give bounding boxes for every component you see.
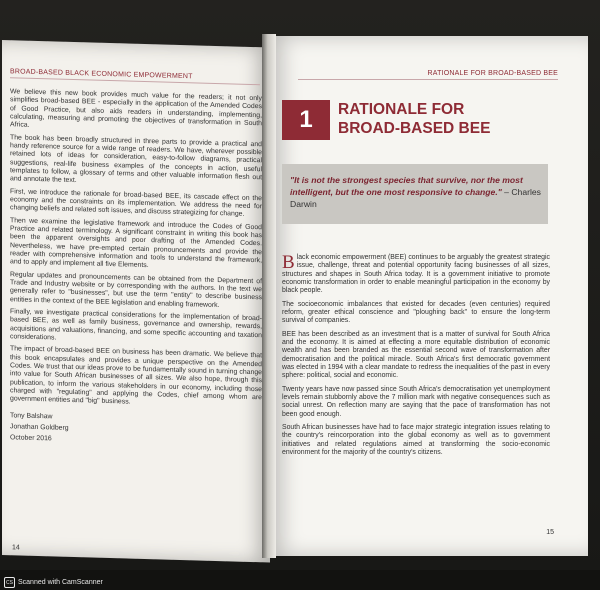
quote-author: – Charles Darwin (290, 187, 541, 209)
paragraph: Then we examine the legislative framework and introduce the Codes of Good Practice and related terminology. A significant constraint in writing this book has been the apparent oversights and poor drafting of the Amended Codes. Nevertheless, we have pre-empted certain pronouncements and provide the reader with comprehensive information and tools to understand the framework, and to apply and implement all five Elements. (10, 216, 262, 270)
left-page-number: 14 (12, 544, 20, 552)
signature-block (10, 410, 262, 450)
paragraph: BEE has been described as an investment that is a matter of survival for South Africa and the economy. It is aimed at effecting a more equitable distribution of economic wealth and has been branded as the essential second wave of transformation after democratisation and the political miracle. South Africa's first democratic government was elected in 1994 with a clear mandate to redress the inequalities of the past in every sphere: political, social and economic. (282, 330, 550, 380)
left-page (2, 40, 270, 562)
right-running-head: RATIONALE FOR BROAD-BASED BEE (298, 70, 558, 80)
book-spine (262, 34, 276, 558)
camscanner-icon: CS (4, 577, 15, 588)
author-name: Tony Balshaw (10, 411, 53, 420)
drop-cap: B (282, 252, 295, 273)
paragraph: Finally, we investigate practical considerations for the implementation of broad-based BEE, as well as family business, governance and ownership, rewards, acquisitions and valuations, financing, and some specific accounting and taxation considerations. (10, 308, 262, 342)
watermark (4, 577, 103, 588)
paragraph-text: lack economic empowerment (BEE) continues to be arguably the greatest strategic issue, challenge, threat and potential opportunity facing businesses of all sizes, structures and shapes in South Africa today. It is a government initiative to promote economic transformation in order to enable meaningful participation in the economy by black people. (282, 254, 550, 295)
date-text: October 2016 (10, 433, 52, 442)
chapter-title-line: RATIONALE FOR (338, 101, 465, 118)
paragraph (282, 254, 550, 295)
paragraph: Twenty years have now passed since South Africa's democratisation yet unemployment levels remain stubbornly above the 7 million mark with negative consequences such as social unrest. On reflection many are saying that the pace of transformation has not been good enough. (282, 385, 550, 418)
quote (290, 174, 542, 210)
right-body (282, 254, 550, 462)
quote-text: "It is not the strongest species that survive, nor the most intelligent, but the one most responsive to change." (290, 175, 523, 197)
chapter-title (338, 100, 490, 138)
paragraph: South African businesses have had to face major strategic integration issues relating to the country's reincorporation into the global economy as well as to government initiatives and related regulations aimed at transforming the socio-economic environment for the majority of the country's citizens. (282, 424, 550, 456)
author-name: Jonathan Goldberg (10, 422, 69, 432)
right-page (268, 36, 588, 556)
paragraph: The socioeconomic imbalances that existed for decades (even centuries) required reform, greater ethical conscience and "ploughing back" to ensure the long-term survival of companies. (282, 300, 550, 325)
chapter-title-line: BROAD-BASED BEE (338, 120, 491, 137)
paragraph: We believe this new book provides much value for the readers; it not only simplifies broad-based BEE - especially in the application of the Amended Codes of Good Practice, but also aids readers in understanding, implementing, calculating, measuring and promoting the objectives of transformation in South Africa. (10, 88, 262, 129)
quote-box (282, 164, 548, 224)
paragraph: Regular updates and pronouncements can be obtained from the Department of Trade and Industry website or by corresponding with the authors. In the text we generally refer to "businesses", but use the term "entity" to describe business entities in the context of the BEE legislation and enabling framework. (10, 270, 262, 309)
right-page-number: 15 (546, 529, 554, 536)
chapter-heading (282, 100, 552, 140)
chapter-number-box: 1 (282, 100, 330, 140)
left-running-head: BROAD-BASED BLACK ECONOMIC EMPOWERMENT (10, 68, 260, 85)
paragraph: The book has been broadly structured in three parts to provide a practical and handy reference source for a wide range of readers. We have, wherever possible retained lots of ideas for consideration, easy-to-follow diagrams, practical suggestions, real-life business examples of the concepts in action, useful templates to follow, a glossary of terms and other valuable information flesh out and annotate the text. (10, 133, 262, 185)
paragraph: First, we introduce the rationale for broad-based BEE, its cascade effect on the economy and the constraints on its implementation. We address the need for changing beliefs and related soft issues, and discuss strategizing for change. (10, 187, 262, 219)
left-body (10, 88, 262, 450)
paragraph: The impact of broad-based BEE on business has been dramatic. We believe that this book encapsulates and provides a unique perspective on the Amended Codes. We trust that our ideas prove to be fundamentally sound in turning change into value for South African businesses of all sizes. We also hope, through this publication, to inform the various stakeholders in our economy, including those charged with "regulating" and applying the Codes, chief among whom are government entities and "big" business. (10, 345, 262, 406)
watermark-text: Scanned with CamScanner (18, 579, 103, 586)
